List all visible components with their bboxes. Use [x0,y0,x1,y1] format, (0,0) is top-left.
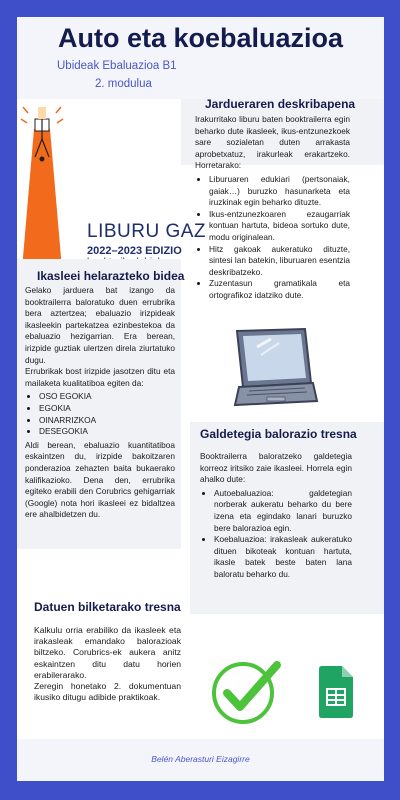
datuen-para-1: Kalkulu orria erabiliko da ikasleek eta irakasleak emandako balorazioak biltzeko. Corubrics-ek aukera anitz eskaintzen ditu datu horien erabilerarako. [34,625,181,680]
galdetegia-body [200,451,352,583]
jarduera-title: Jardueraren deskribapena [205,97,356,111]
laptop-icon [227,327,319,409]
rubric-level: • DESEGOKIA [39,426,175,438]
ikaslea-para-3: Aldi berean, ebaluazio kuantitatiboa eskaintzen du, irizpide bakoitzaren ponderazioa zehazten baita bukaerako kalifikazioko. Dena den, errubrika egiteko erabili den Corubrics gehigarriak (Google) nota hori ikasleei ez bidaltzea ere ahalbidetzen du. [25,439,175,520]
checkmark-icon [209,657,283,725]
jarduera-intro: Irakurritako liburu baten booktrailerra egin beharko dute ikasleek, ikus-entzunezkoek sare sozialetan duten arrakasta aprobetxatuz, irakurleak erakartzeko. Horretarako: [195,114,350,171]
galdetegia-item: • Autoebaluazioa: galdetegian norberak aukeratu beharko du bere izena eta egindako lanari buruzko bere balorazioa egin. [214,488,352,534]
galdetegia-title: Galdetegia balorazio tresna [200,427,357,441]
jarduera-list [195,174,350,302]
rubric-level: • OINARRIZKOA [39,415,175,427]
datuen-title: Datuen bilketarako tresna [34,600,181,614]
ikaslea-para-2: Errubrikak bost irizpide jasotzen ditu eta mailaketa kualitatiboa egiten da: [25,366,175,388]
jarduera-item: • Hitz gakoak aukeratuko dituzte, sintesi lan batekin, liburuaren esentzia deskribatzeko. [209,244,350,279]
galdetegia-list [200,488,352,581]
galdetegia-item: • Koebaluazioa: irakasleak aukeratuko dituen bikoteak kontuan hartuta, ikasle batek beste baten lana baloratu beharko du. [214,534,352,580]
jarduera-item: • Zuzentasun gramatikala eta ortografikoz idatziko dute. [209,278,350,301]
subtitle-line-1: Ubideak Ebaluazioa B1 [57,60,177,72]
ikaslea-title: Ikasleei helarazteko bidea [37,269,185,283]
header [17,17,384,99]
infographic-page [17,17,384,781]
rubric-level: • OSO EGOKIA [39,391,175,403]
jarduera-body [195,114,350,304]
page-subtitle [57,57,177,93]
rubric-level: • EGOKIA [39,403,175,415]
footer [17,739,384,781]
author-credit: Belén Aberasturi Eizagirre [151,754,250,764]
page-title: Auto eta koebaluazioa [57,23,344,53]
ikaslea-body [25,285,175,521]
datuen-para-2: Zeregin honetako 2. dokumentuan ikusiko ditugu adibide praktikoak. [34,681,181,703]
galdetegia-intro: Booktrailerra baloratzeko galdetegia korreoz iritsiko zaie ikasleei. Horrela egin ahalko dute: [200,451,352,485]
ikaslea-para-1: Gelako jarduera bat izango da booktrailerra baloratuko duen errubrika bera aztertzea; ebaluazio irizpideak ikasleekin partekatzea ezinbestekoa da ebaluazio hezigarrian. Era berean, irizpide guztiak ulertzen direla ziurtatuko dugu. [25,285,175,365]
datuen-body [34,625,181,703]
promo-edition: 2022–2023 EDIZIO [87,245,182,257]
promo-text-block [17,99,207,259]
rubric-levels-list [25,391,175,437]
jarduera-item: • Liburuaren edukiari (pertsonaiak, gaiak…) buruzko hasunarketa eta iruzkinak egin beharko dituzte. [209,174,350,209]
jarduera-item: • Ikus-entzunezkoaren ezaugarriak kontuan hartuta, bideoa sortuko dute, modu originalean. [209,209,350,244]
promo-brand: LIBURU GAZ [87,221,207,242]
google-sheets-icon [317,665,355,719]
subtitle-line-2: 2. modulua [95,78,152,90]
